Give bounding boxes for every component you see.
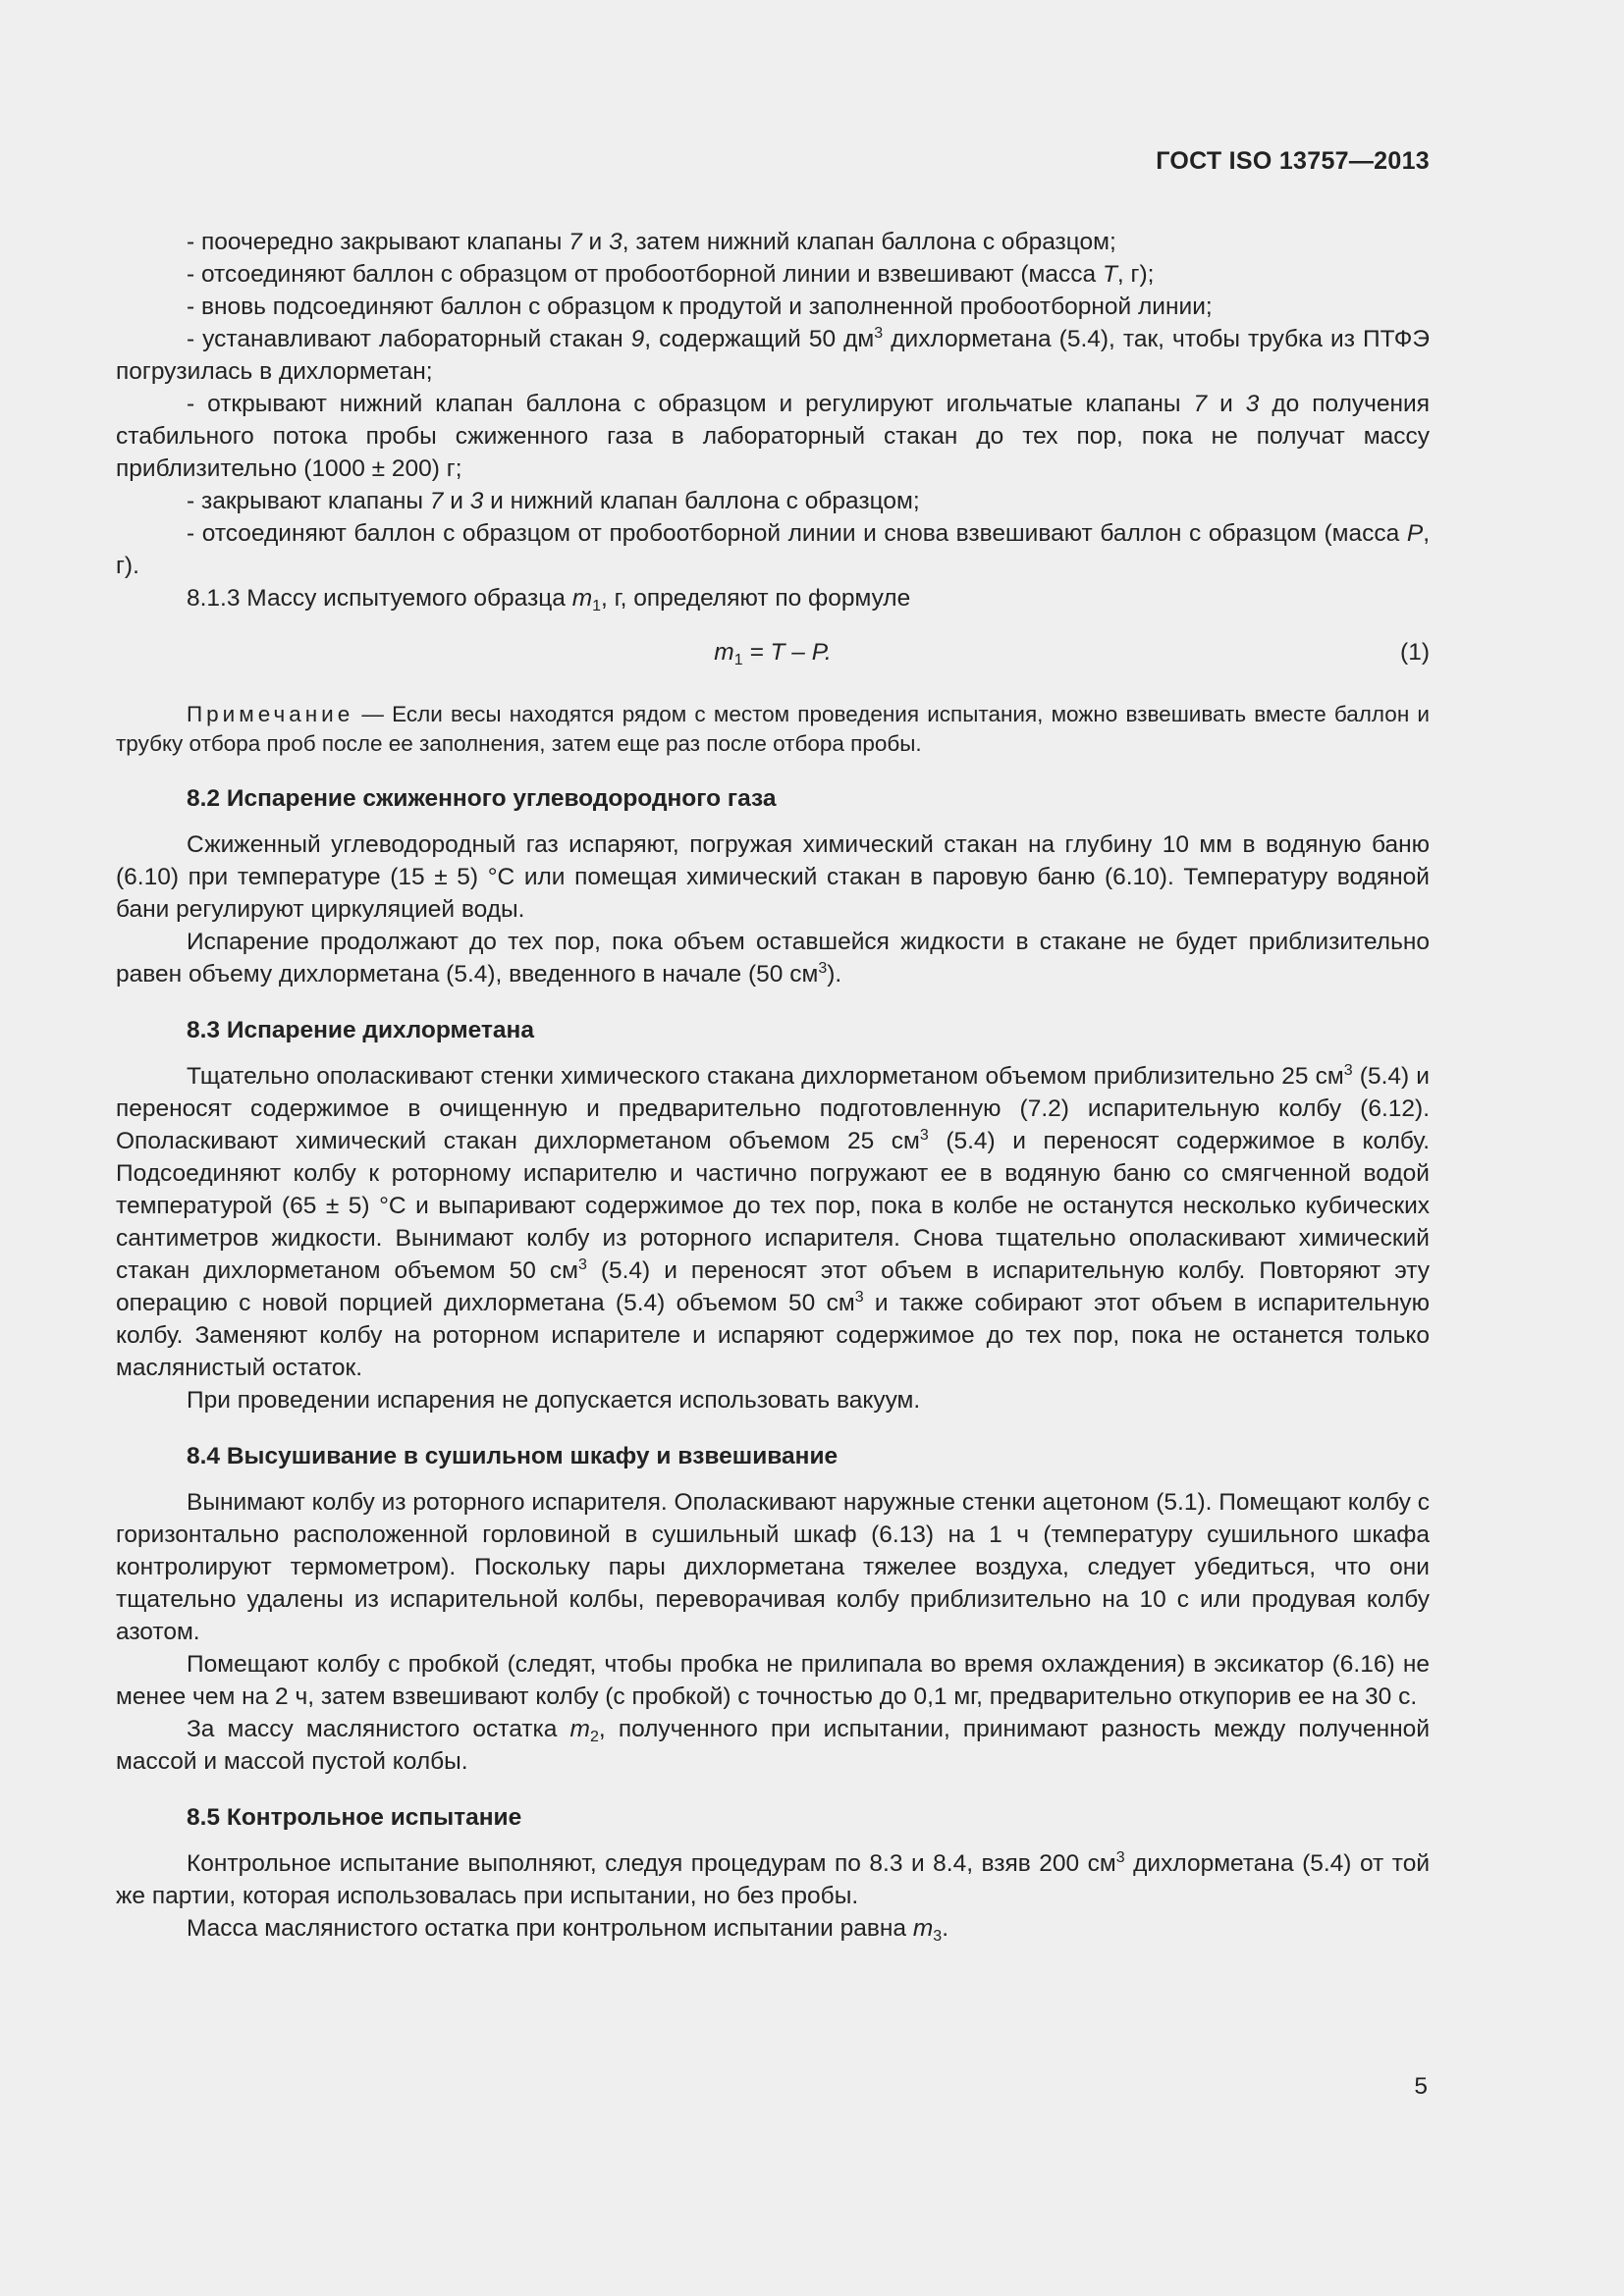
step-open-valve: - открывают нижний клапан баллона с образцом и регулируют игольчатые клапаны 7 и 3 до получения стабильного потока пробы сжиженного газа в лабораторный стакан до тех пор, пока не получат массу приблизительно (1000 ± 200) г; xyxy=(116,391,1430,482)
step-reconnect: - вновь подсоединяют баллон с образцом к продутой и заполненной пробоотборной линии; xyxy=(187,294,1213,320)
section-8-5-paragraph-1: Контрольное испытание выполняют, следуя процедурам по 8.3 и 8.4, взяв 200 $см^3$ дихлорметана (5.4) от той же партии, которая использовалась при испытании, но без пробы. xyxy=(116,1849,1431,1909)
section-8-2-title: 8.2 Испарение сжиженного углеводородного газа xyxy=(187,785,777,812)
section-8-3-paragraph-1: Тщательно ополаскивают стенки химического стакана дихлорметаном объемом приблизительно 25 $см^3$ (5.4) и переносят содержимое в очищенную и предварительно подготовленную (7.2) испарительную колбу (6.12). Ополаскивают химический стакан дихлорметаном объемом 25 $см^3$ (5.4) и переносят содержимое в колбу. Подсоединяют колбу к роторному испарителю и частично погружают ее в водяную баню со смягченной водой температурой (65 ± 5) °С и выпаривают содержимое до тех пор, пока в колбе не останутся несколько кубических сантиметров жидкости. Вынимают колбу из роторного испарителя. Снова тщательно ополаскивают химический стакан дихлорметаном объемом 50 $см^3$ (5.4) и переносят этот объем в испарительную колбу. Повторяют эту операцию с новой порцией дихлорметана (5.4) объемом 50 $см^3$ и также собирают этот объем в испарительную колбу. Заменяют колбу на роторном испарителе и испаряют содержимое до тех пор, пока не останется только маслянистый остаток. xyxy=(116,1062,1431,1381)
formula-expression: $m_1 = T - P$. xyxy=(714,639,832,668)
note-label: Примечание xyxy=(187,702,354,726)
section-8-4-paragraph-1: Вынимают колбу из роторного испарителя. Ополаскивают наружные стенки ацетоном (5.1). Помещают колбу с горизонтально расположенной горловиной в сушильный шкаф (6.13) на 1 ч (температуру сушильного шкафа контролируют термометром). Поскольку пары дихлорметана тяжелее воздуха, следует убедиться, что они тщательно удалены из испарительной колбы, переворачивая колбу приблизительно на 10 с или продувая колбу азотом. xyxy=(116,1489,1430,1645)
formula-1 xyxy=(116,636,1430,668)
step-disconnect-reweigh: - отсоединяют баллон с образцом от пробоотборной линии и снова взвешивают баллон с образцом (масса P, г). xyxy=(116,520,1430,579)
page-number: 5 xyxy=(1414,2073,1428,2100)
section-8-2-paragraph-2: Испарение продолжают до тех пор, пока объем оставшейся жидкости в стакане не будет приблизительно равен объему дихлорметана (5.4), введенного в начале (50 $см^3$). xyxy=(116,929,1430,988)
section-8-4-paragraph-2: Помещают колбу с пробкой (следят, чтобы пробка не прилипала во время охлаждения) в эксикатор (6.16) не менее чем на 2 ч, затем взвешивают колбу (с пробкой) с точностью до 0,1 мг, предварительно откупорив ее на 30 с. xyxy=(116,1651,1430,1710)
step-close-valves-2: - закрывают клапаны 7 и 3 и нижний клапан баллона с образцом; xyxy=(187,488,920,514)
section-8-4-title: 8.4 Высушивание в сушильном шкафу и взвешивание xyxy=(187,1443,839,1469)
section-8-4-paragraph-3: За массу маслянистого остатка $m_2$, полученного при испытании, принимают разность между полученной массой и массой пустой колбы. xyxy=(116,1716,1430,1775)
section-8-5-paragraph-2: Масса маслянистого остатка при контрольном испытании равна $m_3$. xyxy=(187,1915,949,1945)
document-code-header: ГОСТ ISO 13757—2013 xyxy=(1156,147,1430,175)
step-close-valves: - поочередно закрывают клапаны 7 и 3, затем нижний клапан баллона с образцом; xyxy=(187,229,1116,255)
note: Примечание — Если весы находятся рядом с местом проведения испытания, можно взвешивать вместе баллон и трубку отбора проб после ее заполнения, затем еще раз после отбора пробы. xyxy=(116,702,1430,756)
section-8-3-title: 8.3 Испарение дихлорметана xyxy=(187,1017,534,1043)
clause-8-1-3: 8.1.3 Массу испытуемого образца $m_1$, г, определяют по формуле xyxy=(187,585,911,614)
step-disconnect-weigh: - отсоединяют баллон с образцом от пробоотборной линии и взвешивают (масса T, г); xyxy=(187,261,1155,288)
section-8-5-title: 8.5 Контрольное испытание xyxy=(187,1804,522,1831)
step-install-beaker: - устанавливают лабораторный стакан 9, содержащий 50 $дм^3$ дихлорметана (5.4), так, чтобы трубка из ПТФЭ погрузилась в дихлорметан; xyxy=(116,325,1431,385)
formula-number: (1) xyxy=(1400,639,1430,666)
section-8-2-paragraph-1: Сжиженный углеводородный газ испаряют, погружая химический стакан на глубину 10 мм в водяную баню (6.10) при температуре (15 ± 5) °С или помещая химический стакан в паровую баню (6.10). Температуру водяной бани регулируют циркуляцией воды. xyxy=(116,831,1430,923)
section-8-3-paragraph-2: При проведении испарения не допускается использовать вакуум. xyxy=(187,1387,921,1414)
document-body xyxy=(116,226,1430,1945)
